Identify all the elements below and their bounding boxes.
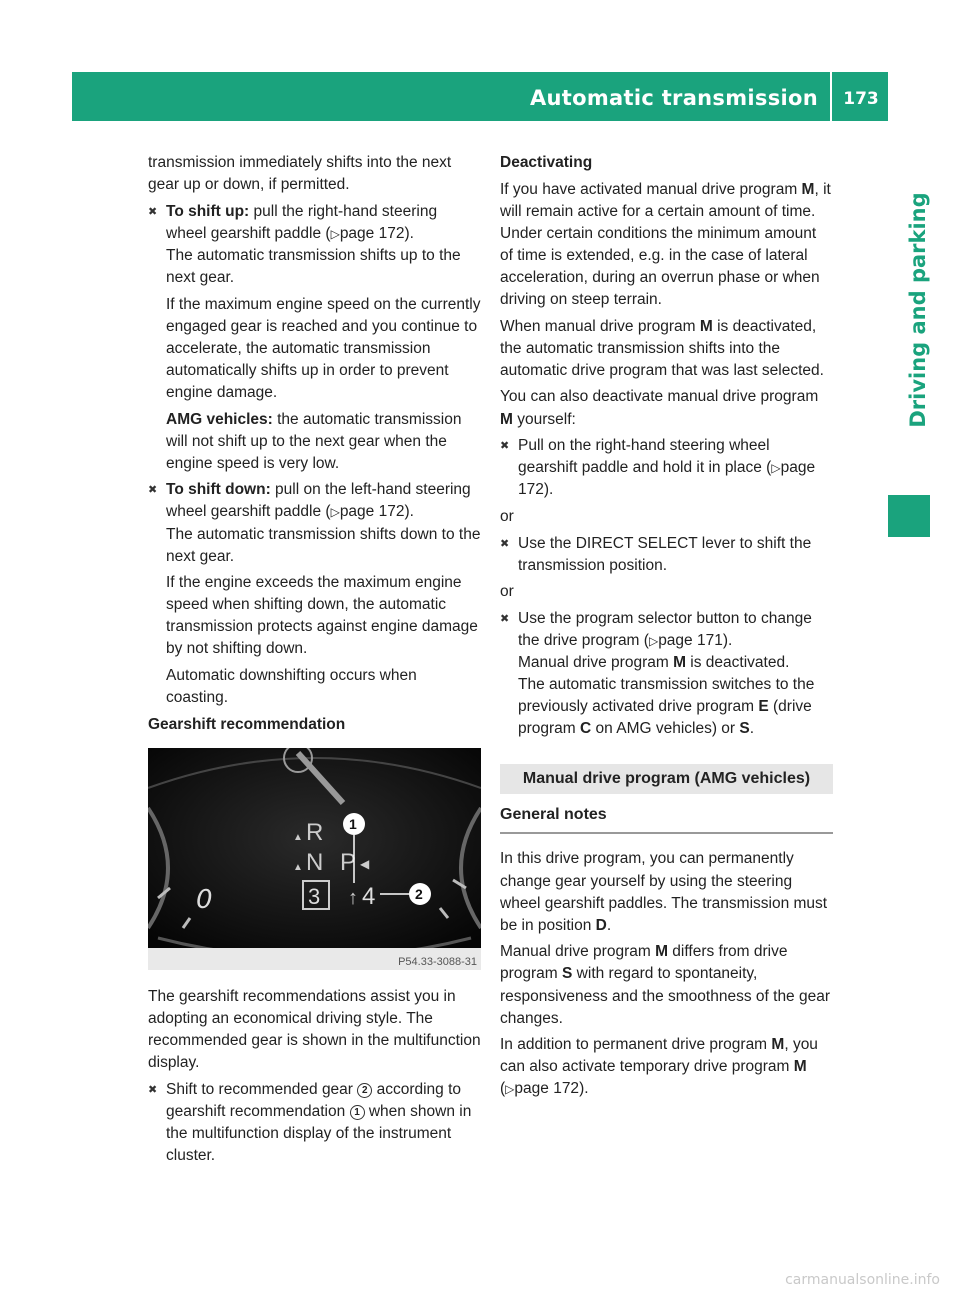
text: The automatic transmission switches to the previously activated drive program (518, 676, 815, 716)
text: , you can also activate temporary drive program (500, 1036, 818, 1076)
text: . (606, 916, 612, 934)
header-divider (830, 72, 832, 121)
text: In addition to permanent drive program (500, 1036, 772, 1054)
page-ref-icon: ▷ (505, 1082, 515, 1097)
page-ref-icon: ▷ (648, 633, 659, 648)
text: differs from drive program (500, 943, 788, 983)
page-ref-icon: ▷ (771, 461, 781, 476)
page-ref-link[interactable]: page 172 (339, 503, 405, 521)
side-tab-marker (888, 495, 930, 537)
cluster-illustration (148, 748, 481, 970)
program-m: M (699, 317, 713, 335)
deactivate-step-3 (500, 608, 833, 741)
instruction-text: when shown in the multifunction display of the instrument cluster. (166, 1102, 472, 1164)
program-m: M (655, 943, 668, 961)
amg-text: the automatic transmission will not shift up to the next gear when the engine speed is very low. (166, 410, 462, 472)
section-title: Manual drive program (AMG vehicles) (500, 764, 833, 794)
figure-code-bar (148, 948, 481, 970)
text: You can also deactivate manual drive program (500, 388, 819, 406)
step-arrow-icon: ✖ (148, 205, 158, 218)
text: on AMG vehicles) or (591, 720, 740, 738)
program-e: E (758, 698, 769, 716)
callout-1-ref: 1 (350, 1105, 365, 1120)
amg-label: AMG vehicles: (166, 410, 273, 428)
text: is deactivated. (686, 653, 790, 671)
up-arrow-icon: ↑ (348, 886, 358, 909)
program-c: C (580, 720, 592, 738)
step-arrow-icon: ✖ (500, 612, 510, 625)
deactivating-heading: Deactivating (500, 154, 593, 171)
side-tab (898, 150, 938, 470)
page-ref-icon: ▷ (330, 226, 340, 241)
page-number: 173 (843, 89, 879, 109)
text: , it will remain active for a certain amount of time. Under certain conditions the minimum amount of time is extended, e.g. in the case of lateral acceleration, during an overrun phase or when driving on steep terrain. (500, 180, 831, 309)
program-m: M (500, 410, 513, 428)
intro-paragraph: transmission immediately shifts into the next gear up or down, if permitted. (148, 154, 452, 194)
text: ( (500, 1080, 506, 1098)
current-gear: 3 (308, 883, 321, 909)
recommended-gear-step (148, 1079, 481, 1167)
gear-p: P (340, 848, 357, 876)
gear-r: R (306, 818, 324, 846)
instruction-text: according to gearshift recommendation (166, 1080, 462, 1120)
instruction-text: Shift to recommended gear (166, 1080, 358, 1098)
program-m: M (793, 1058, 807, 1076)
page-ref-link[interactable]: page 171 (658, 631, 723, 649)
step-arrow-icon: ✖ (500, 537, 510, 550)
callout-2-ref: 2 (357, 1083, 372, 1098)
general-notes-heading: General notes (500, 804, 833, 834)
shift-down-note: If the engine exceeds the maximum engine speed when shifting down, the automatic transmission protects against engine damage by not shifting down. (166, 574, 478, 658)
shift-up-note: If the maximum engine speed on the currently engaged gear is reached and you continue to accelerate, the automatic transmission automatically shifts up in order to prevent engine damage. (166, 295, 481, 401)
general-notes-p2 (500, 941, 833, 1029)
program-s: S (562, 965, 573, 983)
text: (drive program (518, 698, 812, 738)
page-ref-icon: ▷ (330, 505, 340, 520)
side-tab-label: Driving and parking (906, 192, 930, 428)
watermark: carmanualsonline.info (785, 1272, 940, 1288)
gearshift-paragraph: The gearshift recommendations assist you in adopting an economical driving style. The recommended gear is shown in the multifunction display. (148, 987, 481, 1072)
program-m: M (771, 1036, 785, 1054)
text: If you have activated manual drive program (500, 180, 802, 198)
text: Manual drive program (500, 943, 656, 961)
left-arrow-icon: ◀ (360, 856, 370, 871)
page-header (72, 72, 888, 121)
text: When manual drive program (500, 317, 700, 335)
shift-up-step (148, 201, 481, 475)
text: is deactivated, the automatic transmission shifts into the automatic drive program that was last selected. (500, 317, 824, 379)
coasting-note: Automatic downshifting occurs when coasting. (166, 667, 417, 707)
shift-down-result: The automatic transmission shifts down to the next gear. (166, 525, 481, 565)
shift-down-label: To shift down: (166, 481, 271, 499)
text: Use the program selector button to change the drive program ( (518, 609, 812, 649)
or-label: or (500, 507, 514, 525)
text: Use the DIRECT SELECT lever to shift the transmission position. (518, 534, 812, 574)
up-arrow-icon: ▲ (293, 861, 303, 873)
shift-down-text-end: ). (404, 503, 414, 521)
program-m: M (673, 653, 686, 671)
manual-deactivate-paragraph (500, 386, 833, 430)
text: In this drive program, you can permanently change gear yourself by using the steering wheel gearshift paddles. The transmission must be in position (500, 850, 828, 934)
shift-down-text: pull on the left-hand steering wheel gearshift paddle ( (166, 481, 471, 521)
header-title: Automatic transmission (530, 86, 818, 110)
program-m: M (801, 180, 815, 198)
deactivate-step-2 (500, 533, 833, 577)
deactivating-paragraph (500, 179, 833, 312)
callout-1: 1 (349, 815, 357, 832)
text: . (749, 720, 755, 738)
general-notes-p3 (500, 1034, 833, 1100)
left-column (148, 152, 481, 1172)
page-ref-link[interactable]: page 172 (518, 459, 816, 499)
text: Manual drive program (518, 653, 674, 671)
text: with regard to spontaneity, responsiveness and the smoothness of the gear changes. (500, 965, 831, 1027)
instrument-cluster-figure (148, 748, 481, 970)
general-notes-p1 (500, 848, 833, 936)
deactivate-step-1 (500, 435, 833, 501)
text: ). (722, 631, 733, 649)
step-arrow-icon: ✖ (148, 484, 158, 497)
gearshift-heading: Gearshift recommendation (148, 715, 346, 733)
program-s: S (739, 720, 750, 738)
callout-2: 2 (415, 885, 423, 902)
shift-up-text: pull the right-hand steering wheel gearshift paddle ( (166, 202, 438, 242)
right-column (500, 152, 833, 1105)
dial-number: 0 (196, 884, 213, 915)
figure-code: P54.33-3088-31 (398, 955, 477, 968)
gear-n: N (306, 848, 324, 876)
or-label: or (500, 583, 514, 601)
shift-up-text-end: ). (404, 224, 414, 242)
step-arrow-icon: ✖ (148, 1083, 158, 1096)
text: ). (543, 481, 554, 499)
shift-up-label: To shift up: (166, 202, 250, 220)
text: yourself: (512, 410, 576, 428)
step-arrow-icon: ✖ (500, 440, 510, 453)
text: ). (579, 1080, 589, 1098)
position-d: D (595, 916, 607, 934)
page-ref-link[interactable]: page 172 (514, 1080, 580, 1098)
shift-down-step (148, 479, 481, 709)
text: Pull on the right-hand steering wheel gearshift paddle and hold it in place ( (518, 437, 772, 477)
recommended-gear: 4 (362, 882, 376, 910)
deactivated-paragraph (500, 316, 833, 382)
up-arrow-icon: ▲ (293, 831, 303, 843)
shift-up-result: The automatic transmission shifts up to the next gear. (166, 246, 461, 286)
page-ref-link[interactable]: page 172 (339, 224, 405, 242)
